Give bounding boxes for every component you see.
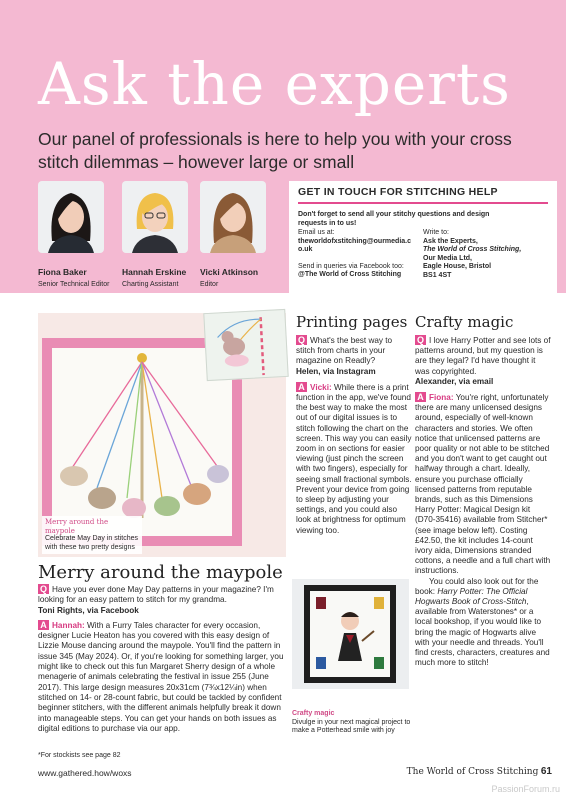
expert-hannah: [122, 181, 202, 288]
answer-marker: A: [296, 382, 307, 392]
answer-text: With a Furry Tales character for every occasion, designer Lucie Heaton has you covered with this easy design of Lizzie Mouse dancing around the maypole. You'll find the pattern in issue 345 (May 2024). Or, if you're looking for something larger, you might like to check out this fun Margaret Sherry design of a whole menagerie of animals celebrating the festival in issue 255 (June 2017). This large design measures 20x31cm (7¾x12¼in) when stitched on 14- or 28-count fabric, but could be tackled by confident beginner stitchers, with the different animals helpfully break it down into manageable steps. You can get your hands on both issues as digital editions to purchase via our app.: [38, 620, 284, 733]
harry-potter-kit-photo: [292, 579, 409, 689]
expert-name: Hannah Erskine: [122, 267, 187, 277]
expert-name: Fiona Baker: [38, 267, 87, 277]
answer-text: While there is a print function in the app, we've found the best way to make the most out of our digital issues is to stitch following the chart on the screen. This way you can easily zoom in on sections for easier viewing (just pinch the screen with two fingers), especially for seeing small fractional symbols. Prevent your device from going to sleep by adjusting your settings, and you could also look at brightness for optimum viewing too.: [296, 382, 412, 535]
expert-photo: [38, 181, 104, 253]
caption-title: Crafty magic: [292, 710, 335, 717]
contact-heading: GET IN TOUCH FOR STITCHING HELP: [298, 186, 548, 204]
caption-title: Merry around the maypole: [45, 518, 109, 535]
expert-vicki: [200, 181, 280, 288]
question-asker: Alexander, via email: [415, 376, 494, 386]
answer-author: Hannah:: [52, 620, 85, 630]
mouse-maypole-design: [203, 309, 288, 381]
contact-box: [289, 181, 557, 294]
expert-role: Editor: [200, 281, 219, 288]
contact-postal: [423, 229, 548, 280]
address-line: The World of Cross Stitching,: [423, 246, 522, 253]
question-asker: Toni Rights, via Facebook: [38, 605, 139, 615]
contact-intro: Don't forget to send all your stitchy questions and design requests in to us!: [298, 211, 490, 227]
crafty-column: [415, 313, 551, 669]
magazine-name: The World of Cross Stitching: [406, 767, 539, 777]
question-asker: Helen, via Instagram: [296, 366, 376, 376]
facebook-handle[interactable]: @The World of Cross Stitching: [298, 271, 402, 278]
expert-role: Senior Technical Editor: [38, 281, 110, 288]
question-marker: Q: [416, 335, 424, 345]
footer-url[interactable]: www.gathered.how/woxs: [38, 768, 132, 778]
answer-text: You could also look out for the book:: [415, 576, 539, 596]
question-marker: Q: [39, 584, 47, 594]
answer-marker: A: [38, 620, 49, 630]
write-label: Write to:: [423, 229, 449, 236]
answer-author: Fiona:: [429, 393, 454, 403]
address-line: BS1 4ST: [423, 271, 452, 279]
email-address[interactable]: theworldofxstitching@ourmedia.co.uk: [298, 237, 412, 253]
expert-role: Charting Assistant: [122, 281, 179, 288]
answer-author: Vicki:: [310, 382, 332, 392]
email-label: Email us at:: [298, 229, 335, 236]
page-number: 61: [540, 766, 552, 777]
framed-stitch: [52, 348, 232, 536]
stockists-note: *For stockists see page 82: [38, 752, 121, 759]
crafty-heading: Crafty magic: [415, 313, 514, 331]
printing-heading: Printing pages: [296, 313, 408, 331]
contact-online: [298, 229, 416, 280]
kit-caption: [292, 710, 412, 736]
footer-folio: [407, 766, 552, 777]
expert-photo: [122, 181, 188, 253]
answer-marker: A: [415, 392, 426, 402]
facebook-label: Send in queries via Facebook too:: [298, 262, 404, 270]
book-title: Harry Potter: The Official Hogwarts Book of Cross-Stitch: [415, 586, 528, 607]
address-line: Our Media Ltd,: [423, 254, 472, 262]
watermark: PassionForum.ru: [491, 784, 560, 794]
caption-text: Celebrate May Day in stitches with these two pretty designs: [45, 535, 138, 551]
address-line: Ask the Experts,: [423, 237, 478, 245]
page-subtitle: Our panel of professionals is here to help you with your cross stitch dilemmas – however large or small: [38, 129, 512, 172]
page-title: Ask the experts: [38, 50, 511, 118]
expert-photo: [200, 181, 266, 253]
photo-caption: [42, 516, 142, 554]
expert-name: Vicki Atkinson: [200, 267, 259, 277]
caption-text: Divulge in your next magical project to make a Potterhead smile with joy: [292, 718, 411, 734]
question-marker: Q: [297, 335, 305, 345]
question-text: What's the best way to stitch from charts in your magazine on Readly?: [296, 336, 393, 366]
question-text: I love Harry Potter and see lots of patterns around, but my question is are they legal? I'd have thought it was copyrighted.: [415, 336, 551, 376]
question-text: Have you ever done May Day patterns in your magazine? I'm looking for an easy pattern to stitch for my grandma.: [38, 585, 274, 605]
address-line: Eagle House, Bristol: [423, 263, 492, 270]
answer-text: You're right, unfortunately there are many unlicensed designs around, especially of well-known characters and stories. We often notice that unlicensed patterns are poor quality or not able to be stitched and you don't want to get caught out halfway through a chart. Ideally, ensure you purchase officially licensed patterns from reputable brands, such as this Dimensions Harry Potter: Magical Design kit (D70-35416) available from Stitcher* (see image below left). Costing £42.50, the kit includes 14-count ivory aida, Dimensions stranded cottons, a needle and a full chart with instructions.: [415, 393, 551, 576]
maypole-heading: Merry around the maypole: [38, 562, 283, 583]
maypole-article: [38, 584, 286, 734]
framed-stitch: [310, 591, 390, 677]
black-frame: [304, 585, 396, 683]
answer-text: , available from Waterstones* or a local bookshop, if you would like to bring the magic of Hogwarts alive with your needle and threads. You'll find crests, characters, creatures and much more to stitch!: [415, 597, 550, 668]
expert-fiona: [38, 181, 118, 288]
printing-column: [296, 313, 413, 536]
